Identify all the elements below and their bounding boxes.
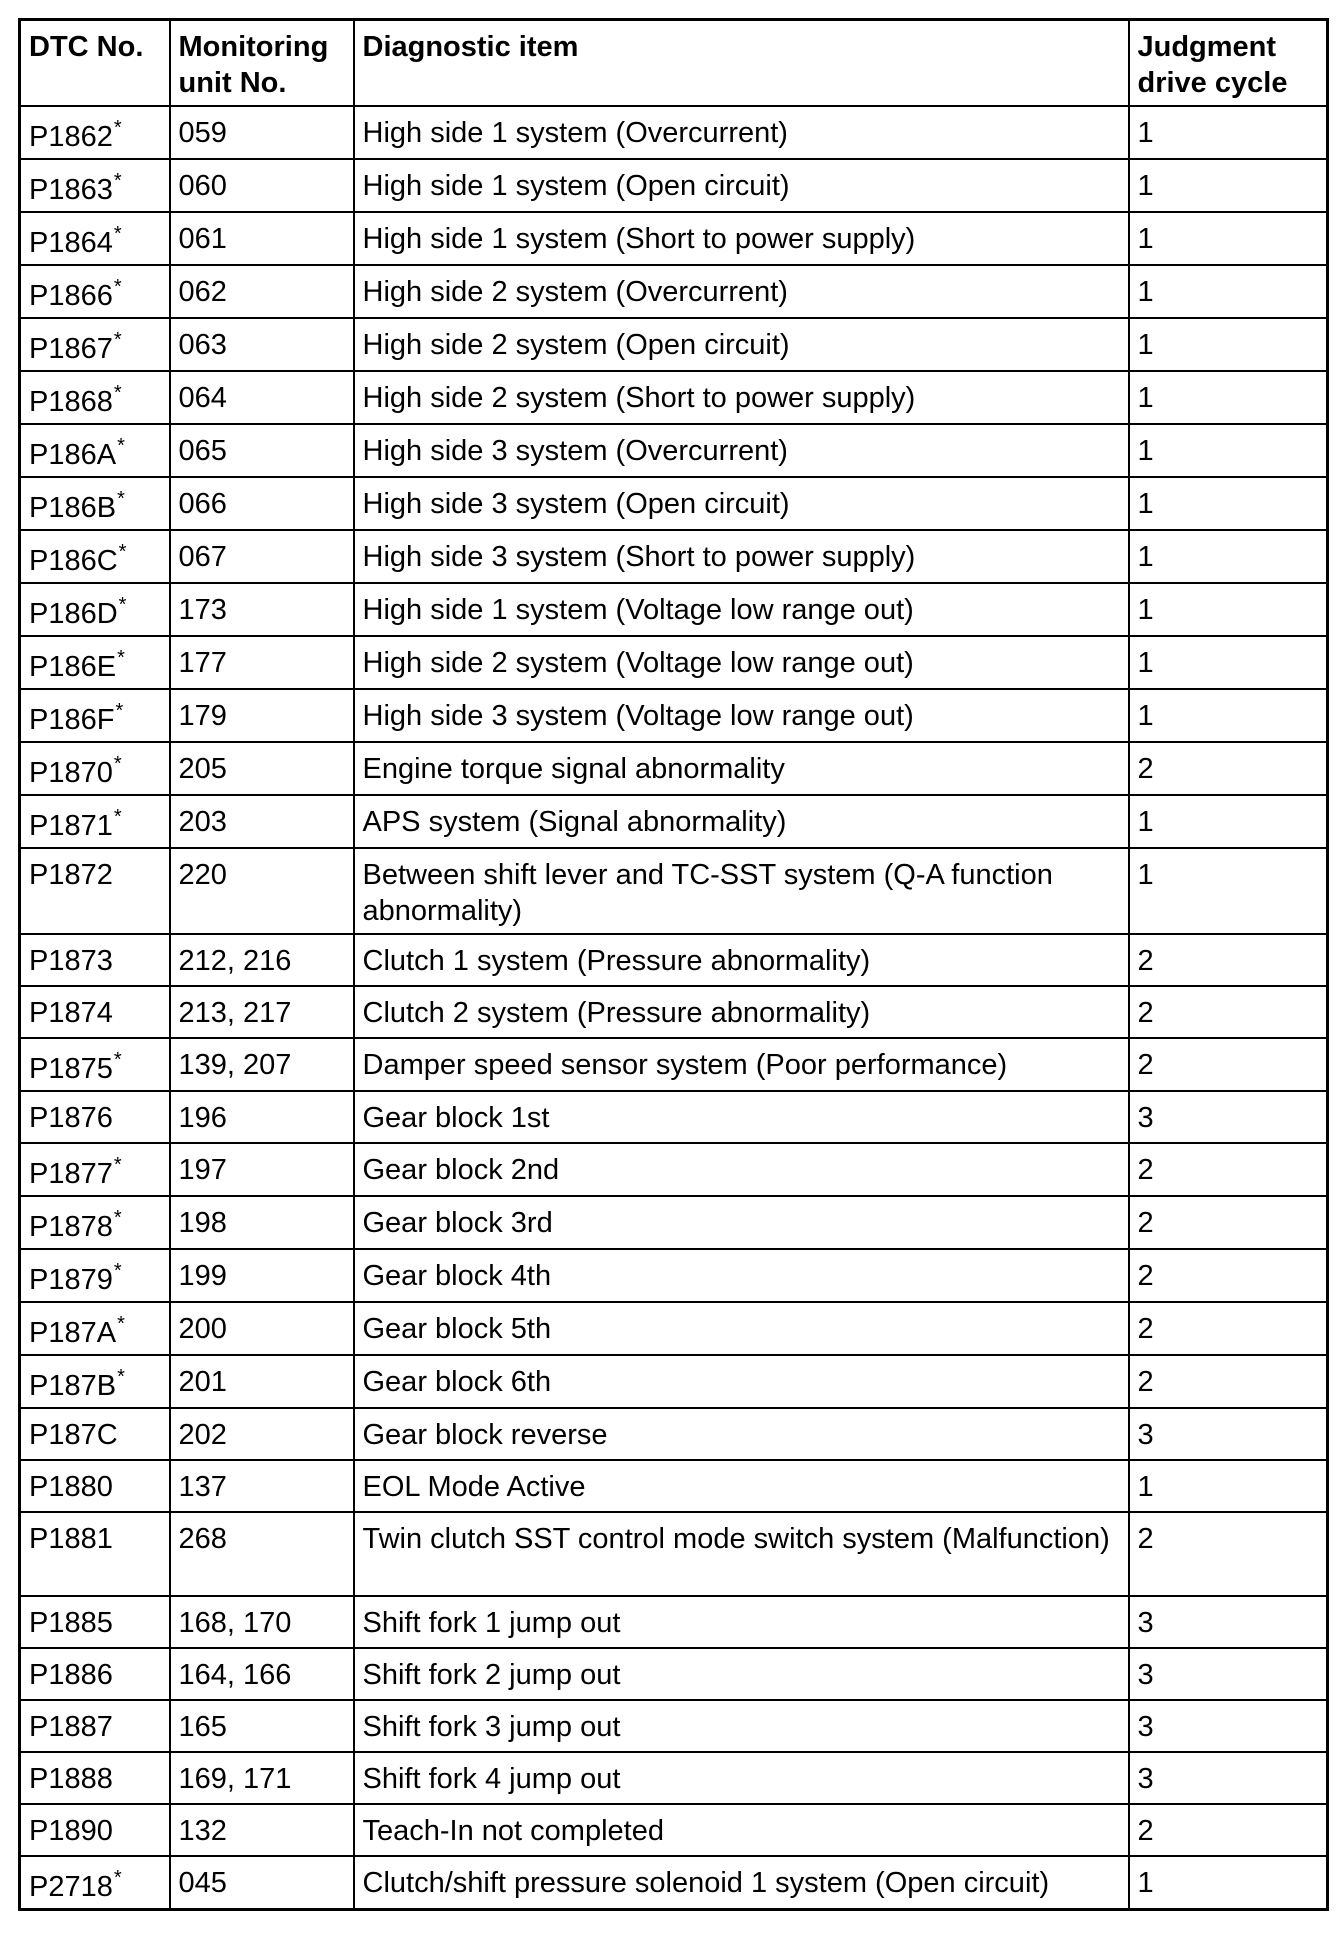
monitoring-unit-cell: 060 bbox=[170, 159, 354, 212]
monitoring-unit-cell: 197 bbox=[170, 1143, 354, 1196]
dtc-code: P1868 bbox=[29, 386, 113, 418]
dtc-code: P186A bbox=[29, 439, 117, 471]
dtc-cell bbox=[20, 986, 170, 1038]
header-dtc-no: DTC No. bbox=[20, 20, 170, 107]
judgment-cycle-cell: 2 bbox=[1129, 986, 1328, 1038]
table-row bbox=[20, 318, 1328, 371]
diagnostic-item-cell: Clutch/shift pressure solenoid 1 system (Open circuit) bbox=[354, 1856, 1129, 1910]
dtc-code-wrap bbox=[29, 1523, 113, 1555]
table-row bbox=[20, 1804, 1328, 1856]
dtc-code: P187A bbox=[29, 1317, 117, 1349]
diagnostic-item-cell: Shift fork 4 jump out bbox=[354, 1752, 1129, 1804]
diagnostic-item-cell: Shift fork 2 jump out bbox=[354, 1648, 1129, 1700]
monitoring-unit-cell: 064 bbox=[170, 371, 354, 424]
judgment-cycle-cell: 2 bbox=[1129, 934, 1328, 986]
dtc-cell bbox=[20, 848, 170, 934]
judgment-cycle-cell: 2 bbox=[1129, 1302, 1328, 1355]
dtc-cell bbox=[20, 265, 170, 318]
dtc-code: P1863 bbox=[29, 174, 113, 206]
dtc-cell bbox=[20, 1700, 170, 1752]
dtc-code-wrap bbox=[29, 541, 127, 577]
diagnostic-item-cell: Gear block 4th bbox=[354, 1249, 1129, 1302]
judgment-cycle-cell: 2 bbox=[1129, 1196, 1328, 1249]
asterisk-mark: * bbox=[117, 647, 125, 669]
dtc-cell bbox=[20, 1512, 170, 1596]
judgment-cycle-cell: 1 bbox=[1129, 636, 1328, 689]
monitoring-unit-cell: 196 bbox=[170, 1091, 354, 1143]
table-row bbox=[20, 795, 1328, 848]
header-diagnostic-item: Diagnostic item bbox=[354, 20, 1129, 107]
monitoring-unit-cell: 062 bbox=[170, 265, 354, 318]
dtc-cell bbox=[20, 1038, 170, 1091]
diagnostic-item-cell: Gear block 5th bbox=[354, 1302, 1129, 1355]
dtc-code: P1887 bbox=[29, 1711, 113, 1743]
diagnostic-item-cell: Clutch 1 system (Pressure abnormality) bbox=[354, 934, 1129, 986]
monitoring-unit-cell: 268 bbox=[170, 1512, 354, 1596]
dtc-code: P1862 bbox=[29, 121, 113, 153]
dtc-cell bbox=[20, 530, 170, 583]
dtc-cell bbox=[20, 1460, 170, 1512]
diagnostic-item-cell: Shift fork 1 jump out bbox=[354, 1596, 1129, 1648]
asterisk-mark: * bbox=[115, 700, 124, 722]
monitoring-unit-cell: 059 bbox=[170, 106, 354, 159]
diagnostic-item-cell: Gear block 1st bbox=[354, 1091, 1129, 1143]
dtc-code: P186C bbox=[29, 545, 118, 577]
monitoring-unit-cell: 200 bbox=[170, 1302, 354, 1355]
dtc-table bbox=[18, 18, 1329, 1911]
diagnostic-item-cell: High side 3 system (Voltage low range out) bbox=[354, 689, 1129, 742]
diagnostic-item-cell: High side 2 system (Open circuit) bbox=[354, 318, 1129, 371]
monitoring-unit-cell: 213, 217 bbox=[170, 986, 354, 1038]
table-row bbox=[20, 583, 1328, 636]
dtc-code-wrap bbox=[29, 435, 125, 471]
dtc-code: P1867 bbox=[29, 333, 113, 365]
judgment-cycle-cell: 3 bbox=[1129, 1648, 1328, 1700]
asterisk-mark: * bbox=[117, 435, 125, 457]
asterisk-mark: * bbox=[113, 753, 122, 775]
dtc-code-wrap bbox=[29, 753, 122, 789]
dtc-cell bbox=[20, 742, 170, 795]
diagnostic-item-cell: Between shift lever and TC-SST system (Q-A function abnormality) bbox=[354, 848, 1129, 934]
table-row bbox=[20, 265, 1328, 318]
dtc-code: P1877 bbox=[29, 1158, 113, 1190]
monitoring-unit-cell: 220 bbox=[170, 848, 354, 934]
monitoring-unit-cell: 137 bbox=[170, 1460, 354, 1512]
diagnostic-item-cell: High side 3 system (Short to power supply) bbox=[354, 530, 1129, 583]
monitoring-unit-cell: 139, 207 bbox=[170, 1038, 354, 1091]
table-row bbox=[20, 689, 1328, 742]
dtc-code-wrap bbox=[29, 117, 122, 153]
dtc-cell bbox=[20, 1752, 170, 1804]
dtc-code: P1888 bbox=[29, 1763, 113, 1795]
dtc-code-wrap bbox=[29, 1049, 122, 1085]
judgment-cycle-cell: 1 bbox=[1129, 106, 1328, 159]
diagnostic-item-cell: Gear block reverse bbox=[354, 1408, 1129, 1460]
judgment-cycle-cell: 2 bbox=[1129, 742, 1328, 795]
table-row bbox=[20, 1856, 1328, 1910]
monitoring-unit-cell: 164, 166 bbox=[170, 1648, 354, 1700]
dtc-cell bbox=[20, 934, 170, 986]
diagnostic-item-cell: High side 3 system (Open circuit) bbox=[354, 477, 1129, 530]
table-row bbox=[20, 1038, 1328, 1091]
table-row bbox=[20, 212, 1328, 265]
dtc-cell bbox=[20, 1302, 170, 1355]
dtc-code-wrap bbox=[29, 1815, 113, 1847]
table-row bbox=[20, 1460, 1328, 1512]
diagnostic-item-cell: Teach-In not completed bbox=[354, 1804, 1129, 1856]
dtc-code-wrap bbox=[29, 1102, 113, 1134]
monitoring-unit-cell: 198 bbox=[170, 1196, 354, 1249]
asterisk-mark: * bbox=[113, 806, 122, 828]
judgment-cycle-cell: 3 bbox=[1129, 1408, 1328, 1460]
asterisk-mark: * bbox=[113, 1154, 122, 1176]
table-row bbox=[20, 371, 1328, 424]
judgment-cycle-cell: 1 bbox=[1129, 318, 1328, 371]
diagnostic-item-cell: Twin clutch SST control mode switch system (Malfunction) bbox=[354, 1512, 1129, 1596]
dtc-cell bbox=[20, 636, 170, 689]
judgment-cycle-cell: 3 bbox=[1129, 1596, 1328, 1648]
dtc-code: P1876 bbox=[29, 1102, 113, 1134]
dtc-code-wrap bbox=[29, 1154, 122, 1190]
dtc-code: P1875 bbox=[29, 1053, 113, 1085]
monitoring-unit-cell: 201 bbox=[170, 1355, 354, 1408]
judgment-cycle-cell: 1 bbox=[1129, 1856, 1328, 1910]
header-row bbox=[20, 20, 1328, 107]
diagnostic-item-cell: High side 2 system (Voltage low range out) bbox=[354, 636, 1129, 689]
judgment-cycle-cell: 2 bbox=[1129, 1355, 1328, 1408]
diagnostic-item-cell: Engine torque signal abnormality bbox=[354, 742, 1129, 795]
dtc-code: P1878 bbox=[29, 1211, 113, 1243]
monitoring-unit-cell: 067 bbox=[170, 530, 354, 583]
dtc-code-wrap bbox=[29, 1260, 122, 1296]
table-row bbox=[20, 530, 1328, 583]
table-row bbox=[20, 159, 1328, 212]
asterisk-mark: * bbox=[113, 276, 122, 298]
asterisk-mark: * bbox=[113, 223, 122, 245]
dtc-code: P1881 bbox=[29, 1523, 113, 1555]
judgment-cycle-cell: 3 bbox=[1129, 1752, 1328, 1804]
dtc-code-wrap bbox=[29, 329, 122, 365]
dtc-code: P186F bbox=[29, 704, 115, 736]
asterisk-mark: * bbox=[113, 1867, 122, 1889]
monitoring-unit-cell: 205 bbox=[170, 742, 354, 795]
dtc-code-wrap bbox=[29, 382, 122, 418]
dtc-cell bbox=[20, 1196, 170, 1249]
asterisk-mark: * bbox=[118, 541, 127, 563]
diagnostic-item-cell: Clutch 2 system (Pressure abnormality) bbox=[354, 986, 1129, 1038]
judgment-cycle-cell: 3 bbox=[1129, 1091, 1328, 1143]
judgment-cycle-cell: 1 bbox=[1129, 848, 1328, 934]
dtc-cell bbox=[20, 1856, 170, 1910]
asterisk-mark: * bbox=[117, 488, 125, 510]
diagnostic-item-cell: Damper speed sensor system (Poor performance) bbox=[354, 1038, 1129, 1091]
judgment-cycle-cell: 2 bbox=[1129, 1249, 1328, 1302]
table-row bbox=[20, 1196, 1328, 1249]
monitoring-unit-cell: 179 bbox=[170, 689, 354, 742]
header-judgment-drive-cycle: Judgment drive cycle bbox=[1129, 20, 1328, 107]
dtc-cell bbox=[20, 212, 170, 265]
dtc-code-wrap bbox=[29, 1366, 125, 1402]
monitoring-unit-cell: 212, 216 bbox=[170, 934, 354, 986]
dtc-cell bbox=[20, 1143, 170, 1196]
table-row bbox=[20, 106, 1328, 159]
dtc-code-wrap bbox=[29, 223, 122, 259]
dtc-cell bbox=[20, 106, 170, 159]
judgment-cycle-cell: 1 bbox=[1129, 795, 1328, 848]
judgment-cycle-cell: 1 bbox=[1129, 371, 1328, 424]
diagnostic-item-cell: Gear block 6th bbox=[354, 1355, 1129, 1408]
monitoring-unit-cell: 202 bbox=[170, 1408, 354, 1460]
diagnostic-item-cell: Gear block 2nd bbox=[354, 1143, 1129, 1196]
judgment-cycle-cell: 1 bbox=[1129, 530, 1328, 583]
monitoring-unit-cell: 063 bbox=[170, 318, 354, 371]
table-row bbox=[20, 636, 1328, 689]
table-row bbox=[20, 1091, 1328, 1143]
judgment-cycle-cell: 2 bbox=[1129, 1804, 1328, 1856]
dtc-cell bbox=[20, 1091, 170, 1143]
dtc-code-wrap bbox=[29, 945, 113, 977]
dtc-code: P187C bbox=[29, 1419, 118, 1451]
monitoring-unit-cell: 168, 170 bbox=[170, 1596, 354, 1648]
dtc-code-wrap bbox=[29, 1711, 113, 1743]
asterisk-mark: * bbox=[117, 1366, 125, 1388]
dtc-code-wrap bbox=[29, 1471, 113, 1503]
monitoring-unit-cell: 173 bbox=[170, 583, 354, 636]
judgment-cycle-cell: 2 bbox=[1129, 1512, 1328, 1596]
asterisk-mark: * bbox=[113, 1049, 122, 1071]
dtc-code: P1890 bbox=[29, 1815, 113, 1847]
dtc-code-wrap bbox=[29, 806, 122, 842]
table-row bbox=[20, 848, 1328, 934]
asterisk-mark: * bbox=[118, 594, 127, 616]
dtc-cell bbox=[20, 689, 170, 742]
dtc-code-wrap bbox=[29, 859, 113, 891]
table-row bbox=[20, 934, 1328, 986]
table-row bbox=[20, 1752, 1328, 1804]
dtc-code: P1866 bbox=[29, 280, 113, 312]
table-row bbox=[20, 1249, 1328, 1302]
table-row bbox=[20, 477, 1328, 530]
dtc-code: P186B bbox=[29, 492, 117, 524]
dtc-code: P187B bbox=[29, 1370, 117, 1402]
judgment-cycle-cell: 1 bbox=[1129, 159, 1328, 212]
monitoring-unit-cell: 203 bbox=[170, 795, 354, 848]
dtc-code-wrap bbox=[29, 700, 124, 736]
dtc-code: P2718 bbox=[29, 1871, 113, 1903]
dtc-code-wrap bbox=[29, 1419, 118, 1451]
dtc-cell bbox=[20, 424, 170, 477]
judgment-cycle-cell: 1 bbox=[1129, 424, 1328, 477]
asterisk-mark: * bbox=[113, 329, 122, 351]
dtc-code: P1874 bbox=[29, 997, 113, 1029]
dtc-code: P1872 bbox=[29, 859, 113, 891]
dtc-code-wrap bbox=[29, 1313, 125, 1349]
dtc-code: P1880 bbox=[29, 1471, 113, 1503]
dtc-code: P186E bbox=[29, 651, 117, 683]
dtc-code: P186D bbox=[29, 598, 118, 630]
dtc-code-wrap bbox=[29, 1867, 122, 1903]
dtc-cell bbox=[20, 318, 170, 371]
judgment-cycle-cell: 1 bbox=[1129, 1460, 1328, 1512]
dtc-cell bbox=[20, 1596, 170, 1648]
dtc-cell bbox=[20, 795, 170, 848]
diagnostic-item-cell: APS system (Signal abnormality) bbox=[354, 795, 1129, 848]
judgment-cycle-cell: 1 bbox=[1129, 689, 1328, 742]
monitoring-unit-cell: 165 bbox=[170, 1700, 354, 1752]
dtc-code: P1873 bbox=[29, 945, 113, 977]
table-row bbox=[20, 1700, 1328, 1752]
dtc-cell bbox=[20, 1408, 170, 1460]
asterisk-mark: * bbox=[113, 1207, 122, 1229]
diagnostic-item-cell: High side 2 system (Short to power supply) bbox=[354, 371, 1129, 424]
dtc-code: P1886 bbox=[29, 1659, 113, 1691]
table-row bbox=[20, 1302, 1328, 1355]
diagnostic-item-cell: Gear block 3rd bbox=[354, 1196, 1129, 1249]
judgment-cycle-cell: 1 bbox=[1129, 583, 1328, 636]
dtc-cell bbox=[20, 477, 170, 530]
dtc-code-wrap bbox=[29, 1763, 113, 1795]
monitoring-unit-cell: 177 bbox=[170, 636, 354, 689]
dtc-code-wrap bbox=[29, 647, 125, 683]
dtc-code-wrap bbox=[29, 170, 122, 206]
judgment-cycle-cell: 1 bbox=[1129, 477, 1328, 530]
table-row bbox=[20, 1512, 1328, 1596]
dtc-cell bbox=[20, 1804, 170, 1856]
monitoring-unit-cell: 066 bbox=[170, 477, 354, 530]
dtc-cell bbox=[20, 371, 170, 424]
diagnostic-item-cell: High side 1 system (Voltage low range out) bbox=[354, 583, 1129, 636]
asterisk-mark: * bbox=[113, 117, 122, 139]
asterisk-mark: * bbox=[117, 1313, 125, 1335]
diagnostic-item-cell: High side 1 system (Short to power supply) bbox=[354, 212, 1129, 265]
dtc-code-wrap bbox=[29, 1207, 122, 1243]
dtc-code: P1864 bbox=[29, 227, 113, 259]
dtc-code-wrap bbox=[29, 276, 122, 312]
table-row bbox=[20, 424, 1328, 477]
asterisk-mark: * bbox=[113, 170, 122, 192]
table-row bbox=[20, 742, 1328, 795]
diagnostic-item-cell: High side 2 system (Overcurrent) bbox=[354, 265, 1129, 318]
diagnostic-item-cell: High side 3 system (Overcurrent) bbox=[354, 424, 1129, 477]
diagnostic-item-cell: High side 1 system (Open circuit) bbox=[354, 159, 1129, 212]
dtc-code: P1870 bbox=[29, 757, 113, 789]
asterisk-mark: * bbox=[113, 1260, 122, 1282]
dtc-cell bbox=[20, 1249, 170, 1302]
judgment-cycle-cell: 2 bbox=[1129, 1143, 1328, 1196]
monitoring-unit-cell: 199 bbox=[170, 1249, 354, 1302]
monitoring-unit-cell: 132 bbox=[170, 1804, 354, 1856]
table-row bbox=[20, 986, 1328, 1038]
dtc-code-wrap bbox=[29, 488, 125, 524]
dtc-code: P1879 bbox=[29, 1264, 113, 1296]
table-row bbox=[20, 1143, 1328, 1196]
judgment-cycle-cell: 3 bbox=[1129, 1700, 1328, 1752]
judgment-cycle-cell: 1 bbox=[1129, 212, 1328, 265]
judgment-cycle-cell: 1 bbox=[1129, 265, 1328, 318]
monitoring-unit-cell: 065 bbox=[170, 424, 354, 477]
diagnostic-item-cell: High side 1 system (Overcurrent) bbox=[354, 106, 1129, 159]
dtc-code-wrap bbox=[29, 1659, 113, 1691]
monitoring-unit-cell: 169, 171 bbox=[170, 1752, 354, 1804]
dtc-code: P1885 bbox=[29, 1607, 113, 1639]
header-monitoring-unit-no: Monitoring unit No. bbox=[170, 20, 354, 107]
table-row bbox=[20, 1596, 1328, 1648]
judgment-cycle-cell: 2 bbox=[1129, 1038, 1328, 1091]
asterisk-mark: * bbox=[113, 382, 122, 404]
monitoring-unit-cell: 045 bbox=[170, 1856, 354, 1910]
dtc-cell bbox=[20, 583, 170, 636]
dtc-code-wrap bbox=[29, 1607, 113, 1639]
dtc-code-wrap bbox=[29, 997, 113, 1029]
table-row bbox=[20, 1648, 1328, 1700]
dtc-cell bbox=[20, 1355, 170, 1408]
dtc-code: P1871 bbox=[29, 810, 113, 842]
dtc-cell bbox=[20, 159, 170, 212]
diagnostic-item-cell: EOL Mode Active bbox=[354, 1460, 1129, 1512]
dtc-cell bbox=[20, 1648, 170, 1700]
table-row bbox=[20, 1355, 1328, 1408]
diagnostic-item-cell: Shift fork 3 jump out bbox=[354, 1700, 1129, 1752]
monitoring-unit-cell: 061 bbox=[170, 212, 354, 265]
table-body bbox=[20, 106, 1328, 1910]
dtc-code-wrap bbox=[29, 594, 127, 630]
table-row bbox=[20, 1408, 1328, 1460]
